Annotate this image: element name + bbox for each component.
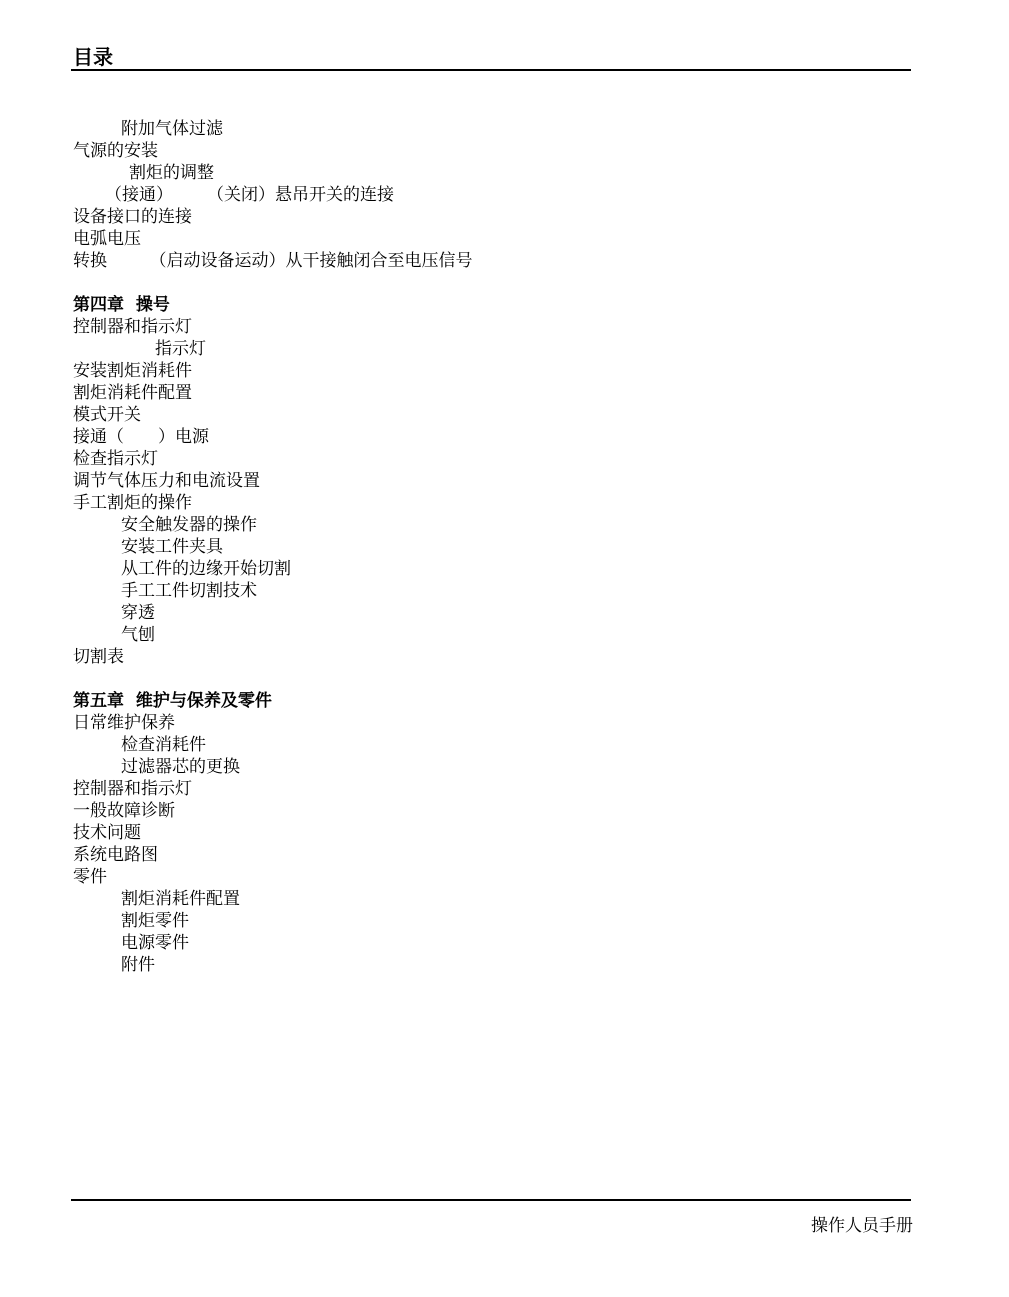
toc-entry: 电弧电压 bbox=[73, 229, 141, 249]
toc-entry: 气源的安装 bbox=[73, 141, 158, 161]
toc-entry: 日常维护保养 bbox=[73, 713, 175, 733]
toc-entry: 穿透 bbox=[121, 603, 155, 623]
footer-rule bbox=[71, 1199, 911, 1201]
toc-entry: 零件 bbox=[73, 867, 107, 887]
toc-entry: 过滤器芯的更换 bbox=[121, 757, 240, 777]
header-rule bbox=[71, 69, 911, 71]
toc-entry: 割炬消耗件配置 bbox=[121, 889, 240, 909]
toc-entry: 气刨 bbox=[121, 625, 155, 645]
toc-entry: 控制器和指示灯 bbox=[73, 779, 192, 799]
page-title: 目录 bbox=[73, 45, 113, 69]
toc-entry: 转换 （启动设备运动）从干接触闭合至电压信号 bbox=[73, 251, 473, 271]
toc-entry: 安装割炬消耗件 bbox=[73, 361, 192, 381]
toc-entry: 模式开关 bbox=[73, 405, 141, 425]
toc-entry: 附件 bbox=[121, 955, 155, 975]
toc-spacer bbox=[73, 668, 911, 690]
toc-entry: 调节气体压力和电流设置 bbox=[73, 471, 260, 491]
chapter-heading: 第五章 维护与保养及零件 bbox=[73, 691, 272, 711]
toc-entry: 检查消耗件 bbox=[121, 735, 206, 755]
toc-entry: 安全触发器的操作 bbox=[121, 515, 257, 535]
toc-entry: 割炬零件 bbox=[121, 911, 189, 931]
toc-entry: 设备接口的连接 bbox=[73, 207, 192, 227]
toc-entry: 附加气体过滤 bbox=[121, 119, 223, 139]
toc-spacer bbox=[73, 272, 911, 294]
toc-entry: 手工工件切割技术 bbox=[121, 581, 257, 601]
toc-entry: 手工割炬的操作 bbox=[73, 493, 192, 513]
toc-entry: 电源零件 bbox=[121, 933, 189, 953]
toc-entry: 检查指示灯 bbox=[73, 449, 158, 469]
toc-entry: 从工件的边缘开始切割 bbox=[121, 559, 291, 579]
toc-entry: 指示灯 bbox=[155, 339, 206, 359]
toc-entry: 割炬消耗件配置 bbox=[73, 383, 192, 403]
toc-entry: 控制器和指示灯 bbox=[73, 317, 192, 337]
toc-entry: 安装工件夹具 bbox=[121, 537, 223, 557]
toc-entry: （接通） （关闭）悬吊开关的连接 bbox=[105, 185, 394, 205]
toc-entry: 一般故障诊断 bbox=[73, 801, 175, 821]
table-of-contents bbox=[73, 118, 911, 976]
toc-entry: 系统电路图 bbox=[73, 845, 158, 865]
footer-title: 操作人员手册 bbox=[811, 1216, 913, 1236]
toc-entry: 接通（ ）电源 bbox=[73, 427, 209, 447]
toc-entry: 切割表 bbox=[73, 647, 124, 667]
toc-entry: 割炬的调整 bbox=[129, 163, 214, 183]
chapter-heading: 第四章 操号 bbox=[73, 295, 170, 315]
toc-entry: 技术问题 bbox=[73, 823, 141, 843]
